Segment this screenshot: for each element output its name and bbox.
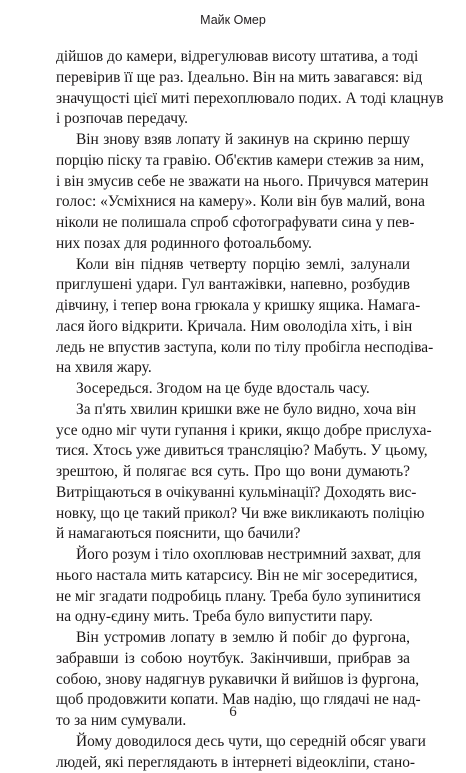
text-line: новку, що це такий прикол? Чи вже викликають поліцію [56,504,410,525]
text-line: і розпочав передачу. [56,109,410,130]
text-line: тися. Хтось уже дивиться трансляцію? Мабуть. У цьому, [56,441,410,462]
body-text [56,47,410,773]
text-line: значущості цієї миті перехоплювало подих. А тоді клацнув [56,89,410,110]
text-line: то за ним сумували. [56,711,410,732]
text-line: голос: «Усміхнися на камеру». Коли він був малий, вона [56,192,410,213]
text-line: Йому доводилося десь чути, що середній обсяг уваги [56,732,410,753]
text-line: не міг згадати подробиць плану. Треба було зупинитися [56,587,410,608]
text-line: ніколи не полишала спроб сфотографувати сина у пев- [56,213,410,234]
text-line: людей, які переглядають в інтернеті відеокліпи, стано- [56,753,410,773]
text-line: Коли він підняв четверту порцію землі, залунали [56,255,410,276]
text-line: нього настала мить катарсису. Він не міг зосередитися, [56,566,410,587]
text-line: них позах для родинного фотоальбому. [56,234,410,255]
text-line: Він знову взяв лопату й закинув на скриню першу [56,130,410,151]
text-line: і він змусив себе не зважати на нього. Причувся материн [56,172,410,193]
text-line: Зосередься. Згодом на це буде вдосталь часу. [56,379,410,400]
text-line: дійшов до камери, відрегулював висоту штатива, а тоді [56,47,410,68]
text-line: Він устромив лопату в землю й побіг до фургона, [56,628,410,649]
running-head-author: Майк Омер [0,12,466,28]
text-line: й намагаються пояснити, що бачили? [56,524,410,545]
text-line: собою, знову надягнув рукавички й вийшов із фургона, [56,670,410,691]
text-line: ледь не впустив заступа, коли по тілу пробігла несподіва- [56,338,410,359]
text-line: щоб продовжити копати. Мав надію, що глядачі не над- [56,690,410,711]
text-line: на хвиля жару. [56,358,410,379]
page-number: 6 [0,703,466,721]
text-line: перевірив її ще раз. Ідеально. Він на мить завагався: від [56,68,410,89]
text-line: За п'ять хвилин кришки вже не було видно, хоча він [56,400,410,421]
text-line: Витріщаються в очікуванні кульмінації? Доходять вис- [56,483,410,504]
text-line: забравши із собою ноутбук. Закінчивши, прибрав за [56,649,410,670]
text-line: дівчину, і тепер вона грюкала у кришку ящика. Намага- [56,296,410,317]
text-line: порцію піску та гравію. Об'єктив камери стежив за ним, [56,151,410,172]
text-line: усе одно міг чути гупання і крики, якщо добре прислуха- [56,421,410,442]
text-line: лася його відкрити. Кричала. Ним оволоділа хіть, і він [56,317,410,338]
text-line: на одну-єдину мить. Треба було випустити пару. [56,607,410,628]
text-line: Його розум і тіло охоплював нестримний захват, для [56,545,410,566]
text-line: зрештою, й полягає вся суть. Про що вони думають? [56,462,410,483]
text-line: приглушені удари. Гул вантажівки, напевно, розбудив [56,275,410,296]
